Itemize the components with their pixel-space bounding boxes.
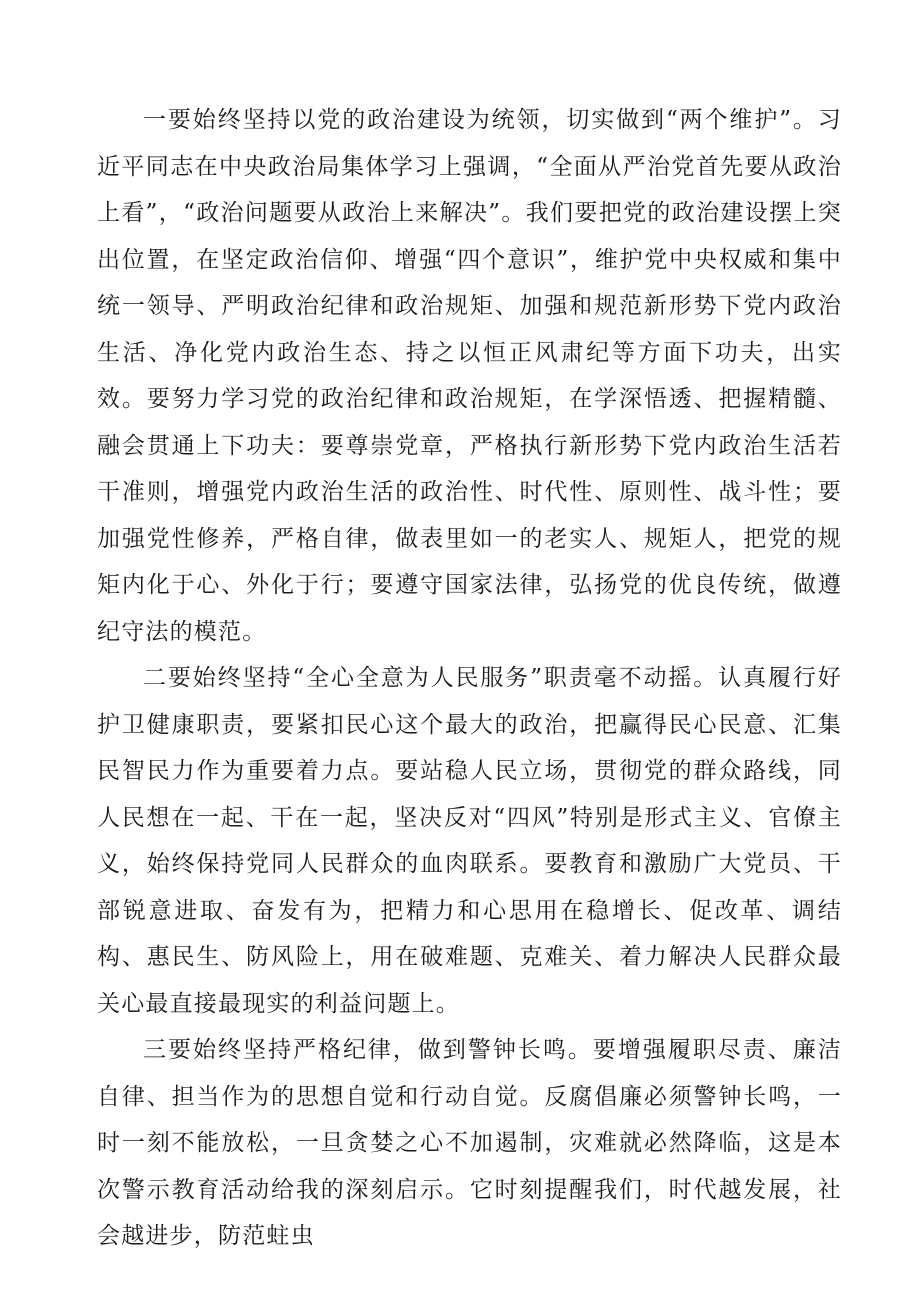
paragraph-2: 二要始终坚持“全心全意为人民服务”职责毫不动摇。认真履行好护卫健康职责，要紧扣民心这个最大的政治，把赢得民心民意、汇集民智民力作为重要着力点。要站稳人民立场，贯彻党的群众路线，同人民想在一起、干在一起，坚决反对“四风”特别是形式主义、官僚主义，始终保持党同人民群众的血肉联系。要教育和激励广大党员、干部锐意进取、奋发有为，把精力和心思用在稳增长、促改革、调结构、惠民生、防风险上，用在破难题、克难关、着力解决人民群众最关心最直接最现实的利益问题上。	[97, 665, 842, 1017]
document-body	[97, 97, 842, 1260]
paragraph-1: 一要始终坚持以党的政治建设为统领，切实做到“两个维护”。习近平同志在中央政治局集体学习上强调，“全面从严治党首先要从政治上看”，“政治问题要从政治上来解决”。我们要把党的政治建设摆上突出位置，在坚定政治信仰、增强“四个意识”，维护党中央权威和集中统一领导、严明政治纪律和政治规矩、加强和规范新形势下党内政治生活、净化党内政治生态、持之以恒正风肃纪等方面下功夫，出实效。要努力学习党的政治纪律和政治规矩，在学深悟透、把握精髓、融会贯通上下功夫：要尊崇党章，严格执行新形势下党内政治生活若干准则，增强党内政治生活的政治性、时代性、原则性、战斗性；要加强党性修养，严格自律，做表里如一的老实人、规矩人，把党的规矩内化于心、外化于行；要遵守国家法律，弘扬党的优良传统，做遵纪守法的模范。	[97, 107, 842, 645]
paragraph-3: 三要始终坚持严格纪律，做到警钟长鸣。要增强履职尽责、廉洁自律、担当作为的思想自觉和行动自觉。反腐倡廉必须警钟长鸣，一时一刻不能放松，一旦贪婪之心不加遏制，灾难就必然降临，这是本次警示教育活动给我的深刻启示。它时刻提醒我们，时代越发展，社会越进步，防范蛀虫	[97, 1037, 842, 1249]
